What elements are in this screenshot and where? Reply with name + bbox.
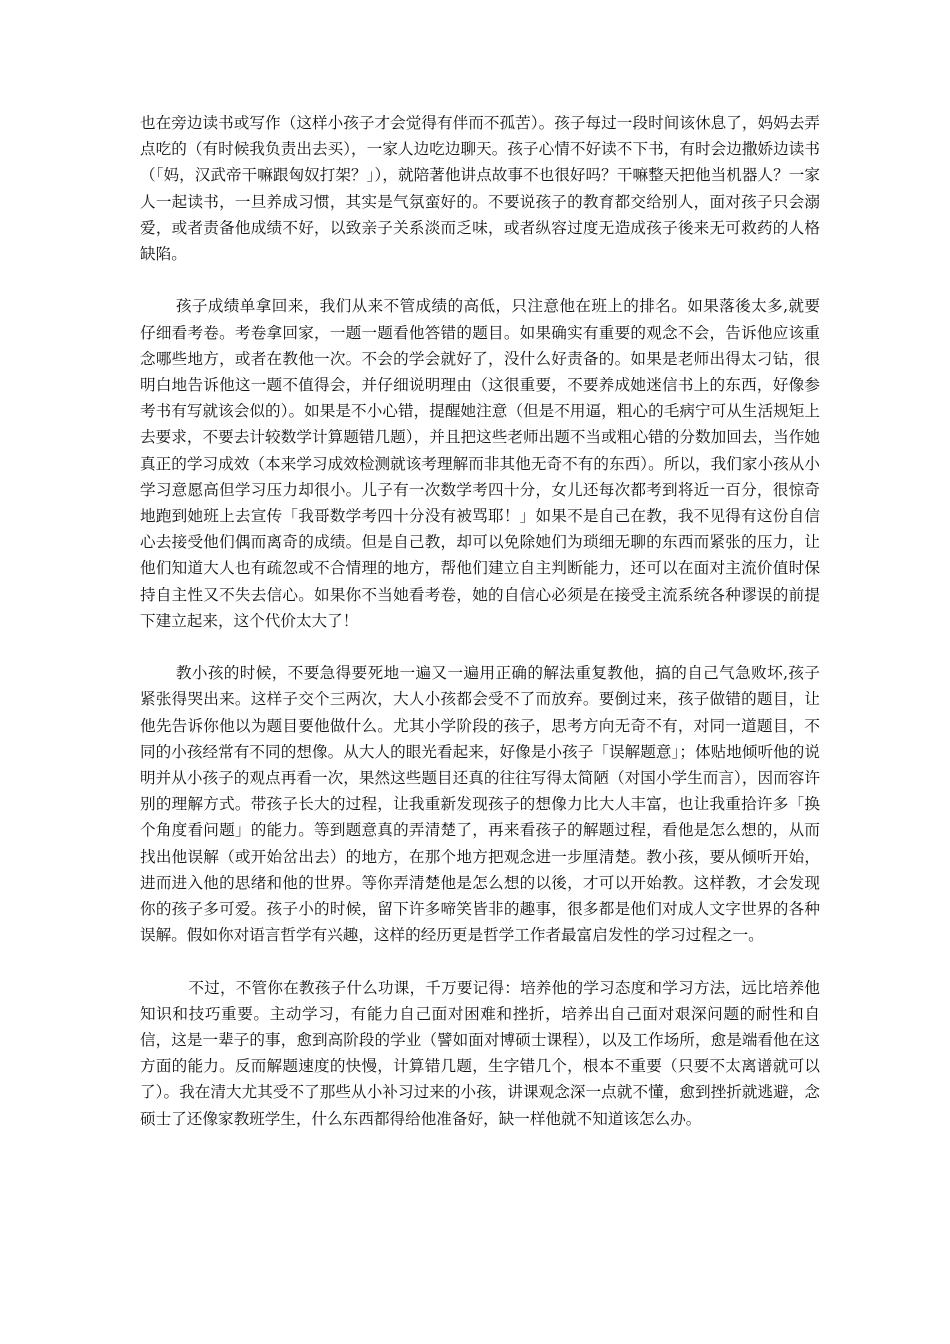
paragraph-4: 不过，不管你在教孩子什么功课，千万要记得：培养他的学习态度和学习方法，远比培养他知识和技巧重要。主动学习，有能力自己面对困难和挫折，培养出自己面对艰深问题的耐性和自信，这是一辈子的事，愈到高阶段的学业（譬如面对博硕士课程），以及工作场所，愈是端看他在这方面的能力。反而解题速度的快慢，计算错几题，生字错几个，根本不重要（只要不太离谱就可以了）。我在清大尤其受不了那些从小补习过来的小孩，讲课观念深一点就不懂，愈到挫折就逃避，念硕士了还像家教班学生，什么东西都得给他准备好，缺一样他就不知道该怎么办。	[140, 978, 820, 1128]
paragraph-1: 也在旁边读书或写作（这样小孩子才会觉得有伴而不孤苦）。孩子每过一段时间该休息了，妈妈去弄点吃的（有时候我负责出去买），一家人边吃边聊天。孩子心情不好读不下书，有时会边撒娇边读书（「妈，汉武帝干嘛跟匈奴打架？」），就陪著他讲点故事不也很好吗？干嘛整天把他当机器人？一家人一起读书，一旦养成习惯，其实是气氛蛮好的。不要说孩子的教育都交给别人，面对孩子只会溺爱，或者责备他成绩不好，以致亲子关系淡而乏味，或者纵容过度无造成孩子後来无可救药的人格缺陷。	[140, 114, 820, 264]
paragraph-2: 孩子成绩单拿回来，我们从来不管成绩的高低，只注意他在班上的排名。如果落後太多,就要仔细看考卷。考卷拿回家，一题一题看他答错的题目。如果确实有重要的观念不会，告诉他应该重念哪些地方，或者在教他一次。不会的学会就好了，没什么好责备的。如果是老师出得太刁钻，很明白地告诉他这一题不值得会，并仔细说明理由（这很重要，不要养成她迷信书上的东西，好像参考书有写就该会似的）。如果是不小心错，提醒她注意（但是不用逼，粗心的毛病宁可从生活规矩上去要求，不要去计较数学计算题错几题），并且把这些老师出题不当或粗心错的分数加回去，当作她真正的学习成效（本来学习成效检测就该考理解而非其他无奇不有的东西）。所以，我们家小孩从小学习意愿高但学习压力却很小。儿子有一次数学考四十分，女儿还每次都考到将近一百分，很惊奇地跑到她班上去宣传「我哥数学考四十分没有被骂耶！」如果不是自己在教，我不见得有这份自信心去接受他们偶而离奇的成绩。但是自己教，却可以免除她们为琐细无聊的东西而紧张的压力，让他们知道大人也有疏忽或不合情理的地方，帮他们建立自主判断能力，还可以在面对主流价值时保持自主性又不失去信心。如果你不当她看考卷，她的自信心必须是在接受主流系统各种谬误的前提下建立起来，这个代价太大了！	[140, 297, 820, 630]
paragraph-3: 教小孩的时候，不要急得要死地一遍又一遍用正确的解法重复教他，搞的自己气急败坏,孩子紧张得哭出来。这样子交个三两次，大人小孩都会受不了而放弃。要倒过来，孩子做错的题目，让他先告诉你他以为题目要他做什么。尤其小学阶段的孩子，思考方向无奇不有，对同一道题目，不同的小孩经常有不同的想像。从大人的眼光看起来，好像是小孩子「误解题意」；体贴地倾听他的说明并从小孩子的观点再看一次，果然这些题目还真的往往写得太简陋（对国小学生而言），因而容许别的理解方式。带孩子长大的过程，让我重新发现孩子的想像力比大人丰富，也让我重拾许多「换个角度看问题」的能力。等到题意真的弄清楚了，再来看孩子的解题过程，看他是怎么想的，从而找出他误解（或开始岔出去）的地方，在那个地方把观念进一步厘清楚。教小孩，要从倾听开始，进而进入他的思绪和他的世界。等你弄清楚他是怎么想的以後，才可以开始教。这样教，才会发现你的孩子多可爱。孩子小的时候，留下许多啼笑皆非的趣事，很多都是他们对成人文字世界的各种误解。假如你对语言哲学有兴趣，这样的经历更是哲学工作者最富启发性的学习过程之一。	[140, 664, 820, 945]
document-body	[140, 110, 820, 1158]
